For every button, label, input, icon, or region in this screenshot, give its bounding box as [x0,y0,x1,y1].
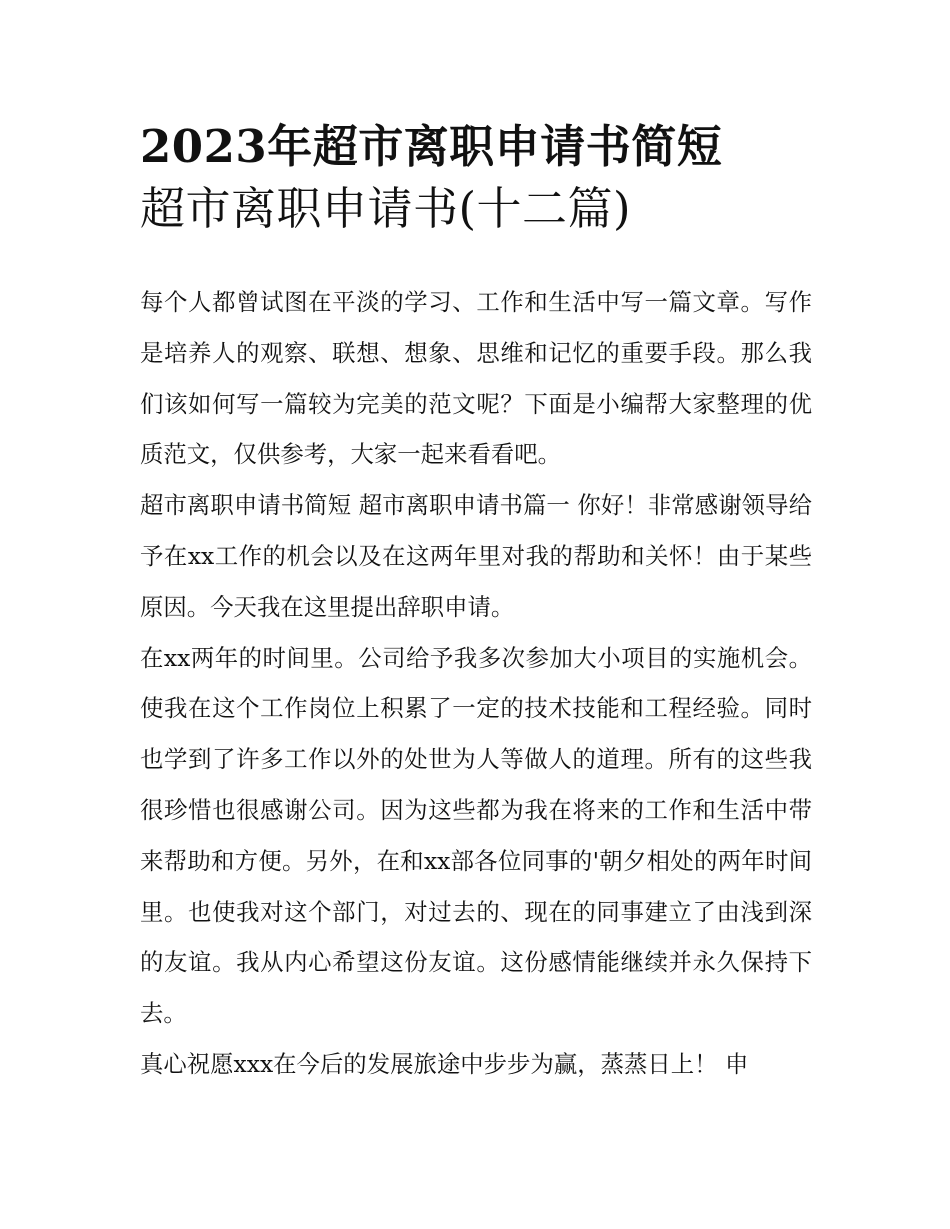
paragraph-wishes: 真心祝愿xxx在今后的发展旅途中步步为赢，蒸蒸日上！ 申 [140,1049,749,1078]
paragraph-intro: 每个人都曾试图在平淡的学习、工作和生活中写一篇文章。写作是培养人的观察、联想、想象、思维和记忆的重要手段。那么我们该如何写一篇较为完美的范文呢？下面是小编帮大家整理的优质范文，仅供参考，大家一起来看看吧。 [140,288,812,469]
paragraph-letter-opening: 超市离职申请书简短 超市离职申请书篇一 你好！非常感谢领导给予在xx工作的机会以及在这两年里对我的帮助和关怀！由于某些原因。今天我在这里提出辞职申请。 [140,491,812,621]
document-title [140,116,830,240]
document-body [140,277,812,1090]
paragraph-two-years: 在xx两年的时间里。公司给予我多次参加大小项目的实施机会。使我在这个工作岗位上积累了一定的技术技能和工程经验。同时也学到了许多工作以外的处世为人等做人的道理。所有的这些我很珍惜也很感谢公司。因为这些都为我在将来的工作和生活中带来帮助和方便。另外，在和xx部各位同事的'朝夕相处的两年时间里。也使我对这个部门，对过去的、现在的同事建立了由浅到深的友谊。我从内心希望这份友谊。这份感情能继续并永久保持下去。 [140,643,812,1028]
title-line-2: 超市离职申请书(十二篇) [140,182,632,235]
title-line-1: 2023年超市离职申请书简短 [140,120,723,173]
